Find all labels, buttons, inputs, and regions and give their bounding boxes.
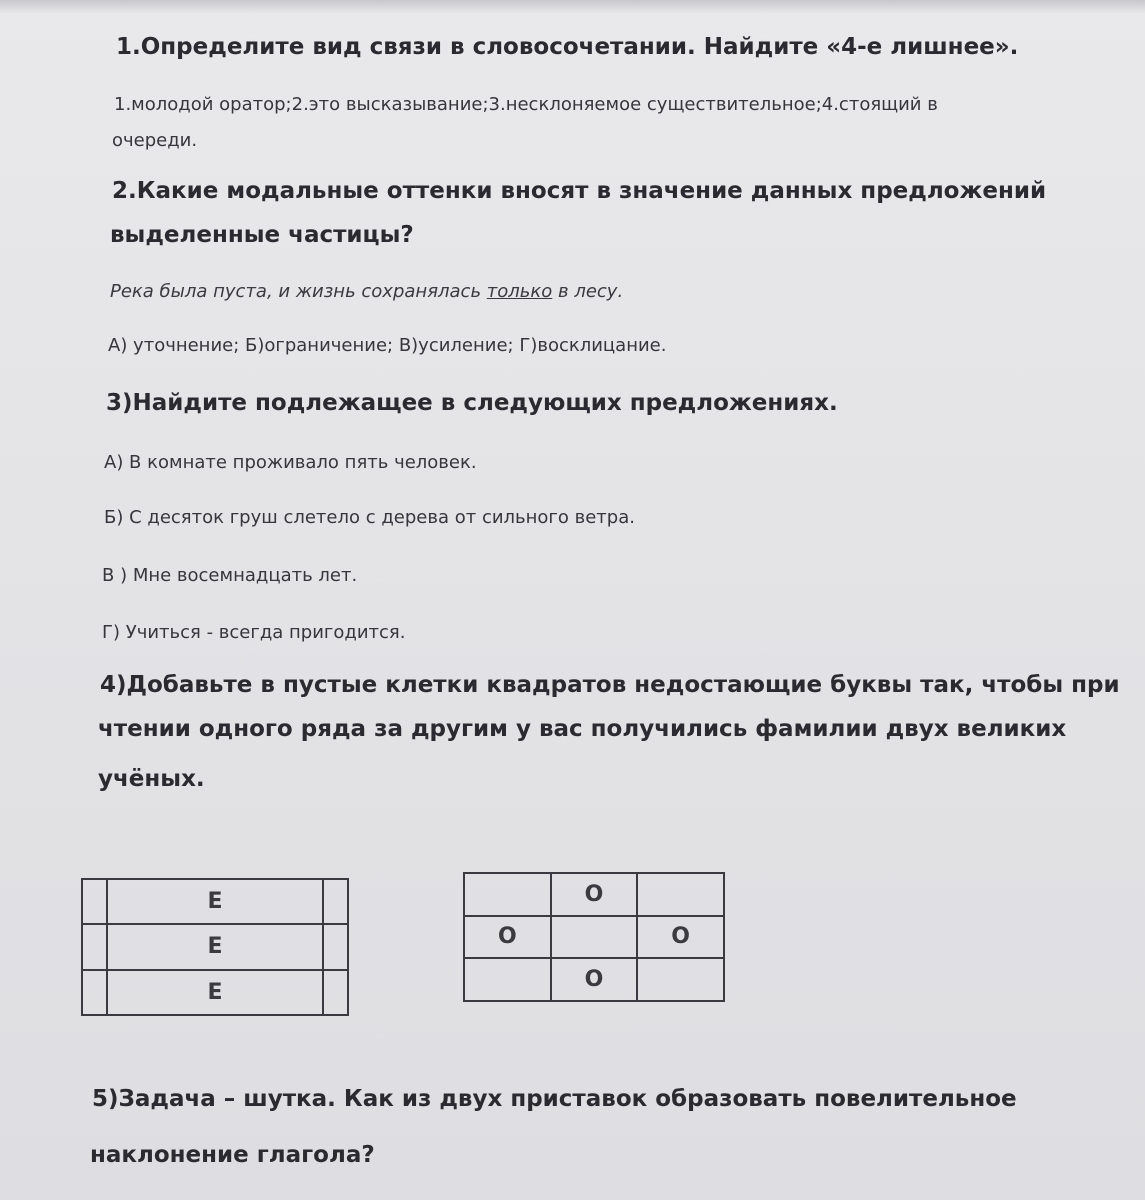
grid-cell[interactable] (323, 970, 348, 1015)
task5-heading-line2: наклонение глагола? (90, 1142, 375, 1168)
task3-item-v: В ) Мне восемнадцать лет. (102, 565, 358, 586)
grid-cell[interactable] (551, 916, 638, 959)
grid-row (464, 916, 724, 959)
task1-line2: очереди. (112, 130, 198, 151)
grid-cell: Е (107, 879, 322, 924)
grid-cell[interactable] (464, 958, 551, 1001)
grid-cell[interactable] (323, 879, 348, 924)
sentence-after: в лесу. (552, 281, 624, 302)
grid-cell[interactable] (464, 873, 551, 916)
grid-cell: О (551, 958, 638, 1001)
grid-cell[interactable] (637, 958, 724, 1001)
task5-heading-line1: 5)Задача – шутка. Как из двух приставок образовать повелительное (92, 1086, 1017, 1112)
grid-row (464, 958, 724, 1001)
task3-heading: 3)Найдите подлежащее в следующих предложениях. (106, 390, 838, 416)
grid-cell: О (551, 873, 638, 916)
highlighted-particle: только (486, 281, 553, 302)
grid-cell[interactable] (82, 879, 107, 924)
task2-sentence (110, 281, 623, 302)
grid-cell[interactable] (82, 924, 107, 969)
task4-heading-line2: чтении одного ряда за другим у вас получились фамилии двух великих (98, 716, 1067, 742)
grid-cell: Е (107, 970, 322, 1015)
task2-heading-line1: 2.Какие модальные оттенки вносят в значение данных предложений (112, 178, 1047, 204)
task1-line1: 1.молодой оратор;2.это высказывание;3.несклоняемое существительное;4.стоящий в (114, 94, 938, 115)
task1-heading: 1.Определите вид связи в словосочетании. Найдите «4-е лишнее». (116, 34, 1019, 60)
grid-cell[interactable] (637, 873, 724, 916)
task3-item-g: Г) Учиться - всегда пригодится. (102, 622, 406, 643)
letter-grid-left (81, 878, 349, 1016)
grid-row (82, 924, 348, 969)
task2-heading-line2: выделенные частицы? (110, 222, 414, 248)
sentence-before: Река была пуста, и жизнь сохранялась (110, 281, 487, 302)
grid-row (82, 970, 348, 1015)
grid-row (82, 879, 348, 924)
grid-cell[interactable] (323, 924, 348, 969)
task4-heading-line1: 4)Добавьте в пустые клетки квадратов недостающие буквы так, чтобы при (100, 672, 1120, 698)
task3-item-a: А) В комнате проживало пять человек. (104, 452, 477, 473)
task3-item-b: Б) С десяток груш слетело с дерева от сильного ветра. (104, 507, 635, 528)
page-top-shadow (0, 0, 1145, 14)
letter-grid-right (463, 872, 725, 1002)
grid-cell: Е (107, 924, 322, 969)
task2-options: А) уточнение; Б)ограничение; В)усиление; Г)восклицание. (108, 335, 667, 356)
grid-row (464, 873, 724, 916)
task4-heading-line3: учёных. (98, 766, 205, 792)
grid-cell[interactable] (82, 970, 107, 1015)
grid-cell: О (464, 916, 551, 959)
grid-cell: О (637, 916, 724, 959)
